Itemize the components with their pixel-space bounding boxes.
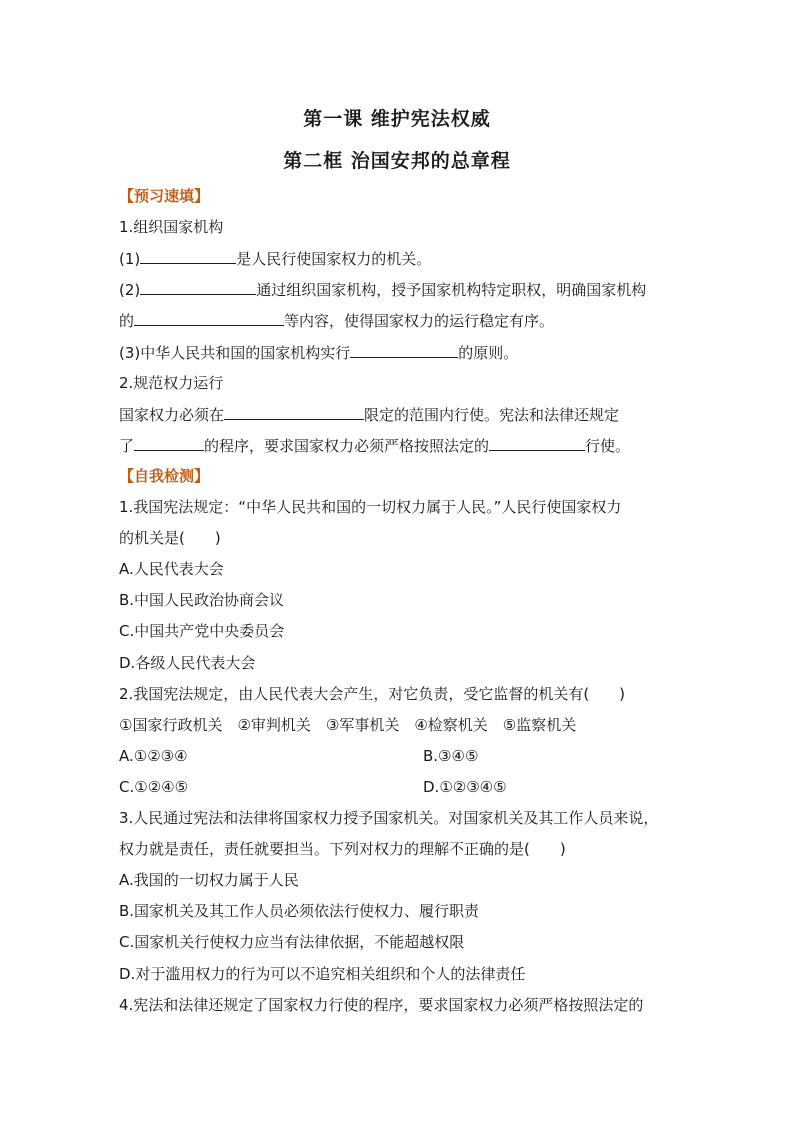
q3-option-c[interactable]: C.国家机关行使权力应当有法律依据，不能超越权限 [119, 933, 465, 951]
lesson-title: 第一课 维护宪法权威 [303, 108, 491, 130]
fill-blank[interactable] [134, 435, 204, 451]
preview-s1-item1 [119, 248, 679, 269]
preview-s2-title: 2.规范权力运行 [119, 374, 224, 392]
fill-blank[interactable] [134, 310, 284, 326]
text: 行使。 [585, 437, 631, 455]
fill-blank[interactable] [350, 342, 458, 358]
q3-stem-line1: 3.人民通过宪法和法律将国家权力授予国家机关。对国家机关及其工作人员来说， [119, 809, 659, 827]
q2-option-c[interactable]: C.①②④⑤ [119, 778, 189, 796]
text: 的原则。 [458, 344, 519, 362]
text: 是人民行使国家权力的机关。 [236, 250, 432, 268]
q2-option-d[interactable]: D.①②③④⑤ [423, 778, 507, 796]
q3-option-a[interactable]: A.我国的一切权力属于人民 [119, 871, 299, 889]
q3-option-d[interactable]: D.对于滥用权力的行为可以不追究相关组织和个人的法律责任 [119, 965, 526, 983]
q1-option-d[interactable]: D.各级人民代表大会 [119, 654, 256, 672]
q1-stem-line1: 1.我国宪法规定：“中华人民共和国的一切权力属于人民。”人民行使国家权力 [119, 498, 622, 516]
preview-s1-item2-cont [119, 310, 679, 331]
text: (3)中华人民共和国的国家机构实行 [119, 344, 351, 362]
fill-blank[interactable] [224, 404, 364, 420]
preview-s1-title: 1.组织国家机构 [119, 218, 224, 236]
preview-header: 【预习速填】 [119, 187, 210, 205]
text: 的程序，要求国家权力必须严格按照法定的 [204, 437, 490, 455]
section-title: 第二框 治国安邦的总章程 [283, 150, 511, 172]
fill-blank[interactable] [140, 248, 236, 264]
q1-option-b[interactable]: B.中国人民政治协商会议 [119, 591, 285, 609]
check-header: 【自我检测】 [119, 467, 210, 485]
q2-option-a[interactable]: A.①②③④ [119, 747, 188, 765]
q3-stem-line2: 权力就是责任，责任就要担当。下列对权力的理解不正确的是( ) [119, 840, 566, 858]
q2-option-b[interactable]: B.③④⑤ [423, 747, 479, 765]
text: (1) [119, 250, 141, 268]
q1-stem-line2: 的机关是( ) [119, 529, 221, 547]
q2-items: ①国家行政机关 ②审判机关 ③军事机关 ④检察机关 ⑤监察机关 [119, 716, 577, 734]
preview-s1-item3 [119, 342, 679, 363]
preview-s1-item2 [119, 279, 679, 300]
text: (2) [119, 281, 141, 299]
fill-blank[interactable] [489, 435, 585, 451]
text: 等内容，使得国家权力的运行稳定有序。 [284, 312, 555, 330]
fill-blank[interactable] [140, 279, 256, 295]
text: 的 [119, 312, 135, 330]
preview-s2-line1 [119, 404, 679, 425]
text: 限定的范围内行使。宪法和法律还规定 [364, 406, 620, 424]
q1-option-a[interactable]: A.人民代表大会 [119, 560, 224, 578]
text: 了 [119, 437, 135, 455]
q3-option-b[interactable]: B.国家机关及其工作人员必须依法行使权力、履行职责 [119, 902, 480, 920]
preview-s2-line2 [119, 435, 679, 456]
text: 通过组织国家机构，授予国家机构特定职权，明确国家机构 [256, 281, 647, 299]
q4-stem-line1: 4.宪法和法律还规定了国家权力行使的程序，要求国家权力必须严格按照法定的 [119, 996, 644, 1014]
text: 国家权力必须在 [119, 406, 225, 424]
q1-option-c[interactable]: C.中国共产党中央委员会 [119, 622, 285, 640]
q2-stem: 2.我国宪法规定，由人民代表大会产生，对它负责，受它监督的机关有( ) [119, 685, 626, 703]
